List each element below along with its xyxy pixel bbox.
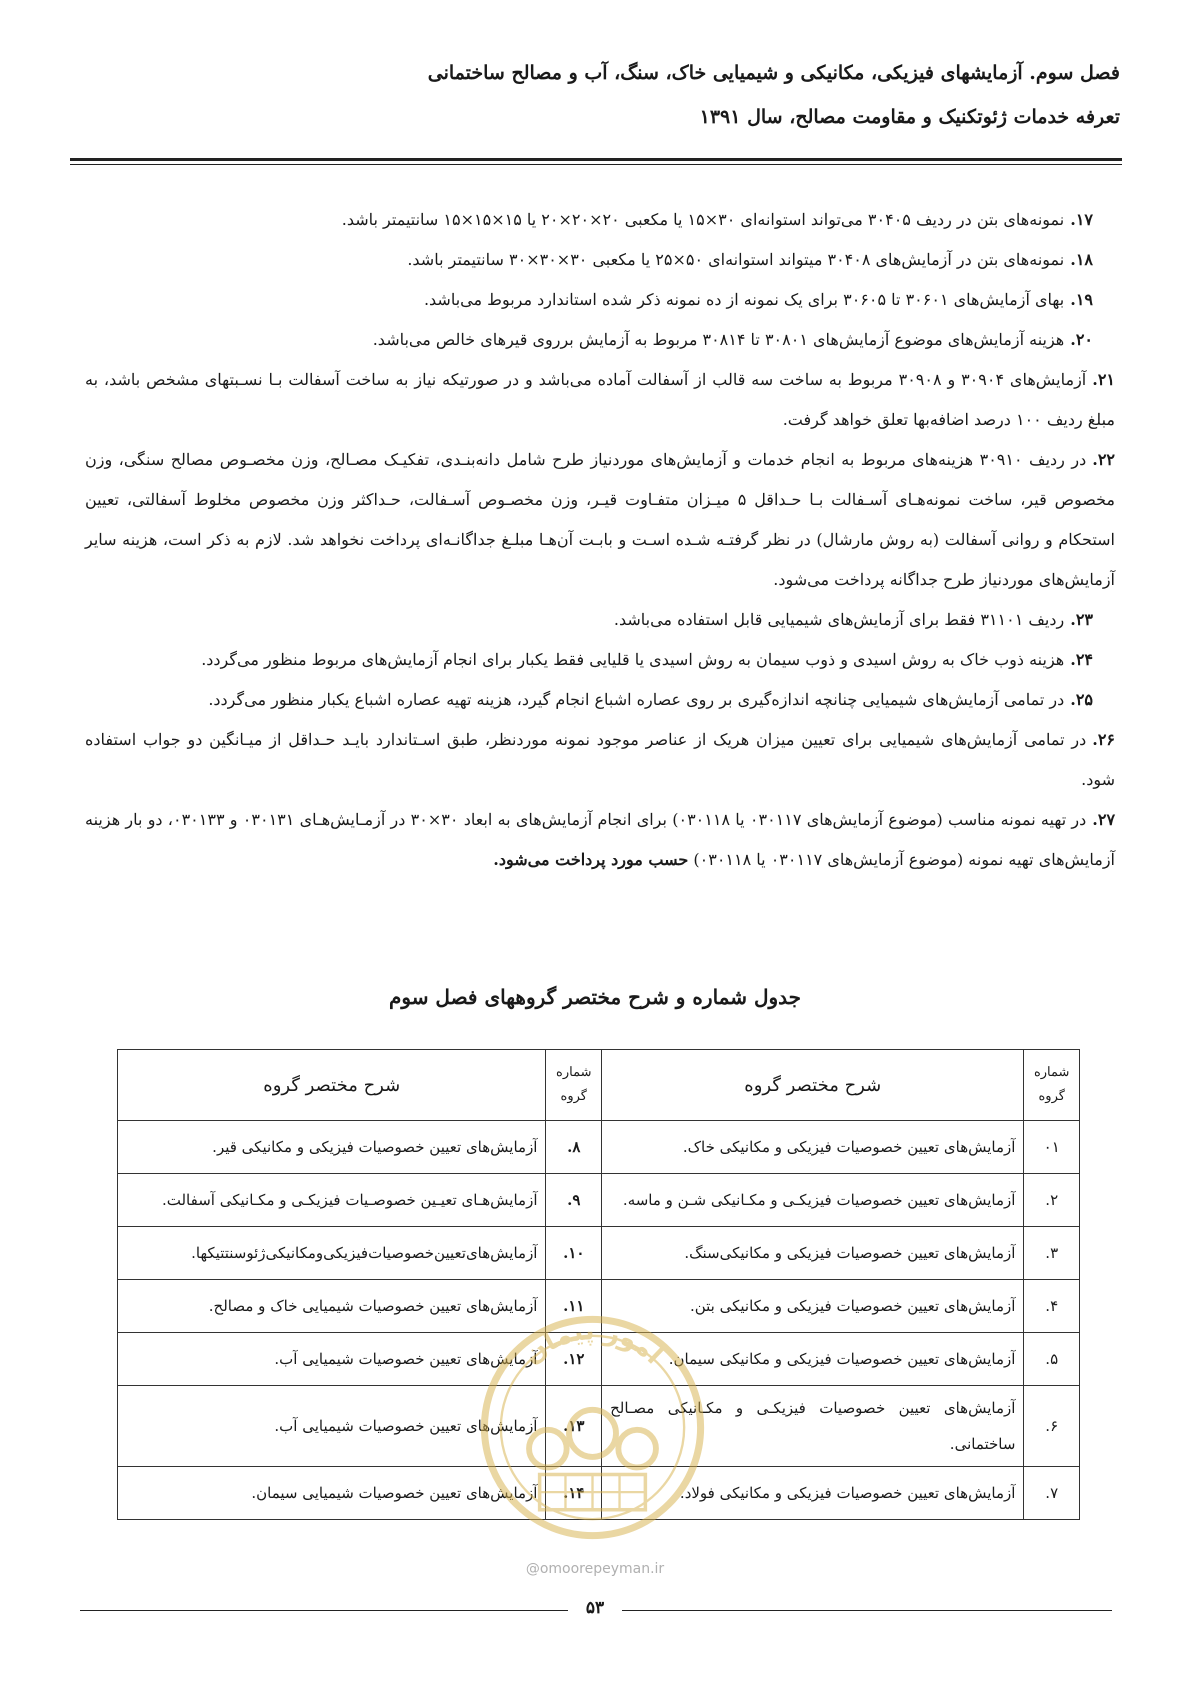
- group-number: ۰۱: [1024, 1121, 1080, 1174]
- note-26: [85, 720, 1115, 800]
- group-number: ۱۴.: [546, 1467, 602, 1520]
- note-number: ۲۶.: [1092, 730, 1115, 749]
- watermark-logo-text: امور پیمان: [517, 1316, 669, 1371]
- note-number: ۲۵.: [1070, 690, 1093, 709]
- group-description: آزمایش‌های تعیین خصوصیات فیزیکـی و مکـانیکی شـن و ماسه.: [602, 1174, 1024, 1227]
- note-number: ۲۷.: [1092, 810, 1116, 829]
- group-description: آزمایش‌هـای تعیـین خصوصـیات فیزیکـی و مکـانیکی آسفالت.: [118, 1174, 546, 1227]
- group-description: آزمایش‌های تعیین خصوصیات شیمیایی آب.: [118, 1386, 546, 1467]
- note-number: ۲۱.: [1092, 370, 1116, 389]
- group-description: آزمایش‌های تعیین خصوصیات فیزیکی و مکانیکی قیر.: [118, 1121, 546, 1174]
- group-description: آزمایش‌های تعیین خصوصیات فیزیکی و مکانیکی فولاد.: [602, 1467, 1024, 1520]
- note-text: در ردیف ۳۰۹۱۰ هزینه‌های مربوط به انجام خدمات و آزمایش‌های موردنیاز طرح شامل دانه‌بنـدی، تفکیـک مصـالح، وزن مخصـوص مصالح سنگی، وزن مخصوص قیر، ساخت نمونه‌هـای آسـفالت بـا حـداقل ۵ میـزان متفـاوت قیـر، وزن مخصـوص آسـفالت، حـداکثر وزن مخصوص مخلوط آسفالتی، تعیین استحکام و روانی آسفالت (به روش مارشال) در نظر گرفتـه شـده اسـت و بابـت آن‌هـا مبلـغ جداگانـه‌ای پرداخت نخواهد شد. لازم به ذکر است، هزینه سایر آزمایش‌های موردنیاز طرح جداگانه پرداخت می‌شود.: [85, 450, 1115, 589]
- note-number: ۲۰.: [1070, 330, 1093, 349]
- note-text: نمونه‌های بتن در ردیف ۳۰۴۰۵ می‌تواند استوانه‌ای ۳۰×۱۵ یا مکعبی ۲۰×۲۰×۲۰ یا ۱۵×۱۵×۱۵ سانتیمتر باشد.: [341, 210, 1065, 229]
- group-description: آزمایش‌های تعیین خصوصیات شیمیایی خاک و مصالح.: [118, 1280, 546, 1333]
- group-number: ۴.: [1024, 1280, 1080, 1333]
- header-group-description-right: شرح مختصر گروه: [602, 1050, 1024, 1121]
- group-number: ۷.: [1024, 1467, 1080, 1520]
- group-description: آزمایش‌های تعیین خصوصیات فیزیکـی و مکـانیکی مصـالح ساختمانی.: [602, 1386, 1024, 1467]
- group-number: ۵.: [1024, 1333, 1080, 1386]
- note-number: ۱۷.: [1070, 210, 1093, 229]
- group-number: ۱۲.: [546, 1333, 602, 1386]
- note-22: [85, 440, 1115, 600]
- notes-list: [85, 200, 1115, 880]
- table-row: [118, 1174, 1080, 1227]
- note-number: ۲۴.: [1070, 650, 1093, 669]
- document-subtitle: تعرفه خدمات ژئوتکنیک و مقاومت مصالح، سال ۱۳۹۱: [699, 106, 1120, 128]
- table-row: [118, 1121, 1080, 1174]
- header-group-number-right: شماره گروه: [1024, 1050, 1080, 1121]
- group-number: ۳.: [1024, 1227, 1080, 1280]
- note-19: [85, 280, 1115, 320]
- table-row: [118, 1280, 1080, 1333]
- note-text: بهای آزمایش‌های ۳۰۶۰۱ تا ۳۰۶۰۵ برای یک نمونه از ده نمونه ذکر شده استاندارد مربوط می‌باشد.: [423, 290, 1065, 309]
- group-number: ۸.: [546, 1121, 602, 1174]
- note-number: ۲۳.: [1070, 610, 1093, 629]
- group-number: ۱۰.: [546, 1227, 602, 1280]
- group-number: ۹.: [546, 1174, 602, 1227]
- group-number: ۶.: [1024, 1386, 1080, 1467]
- note-number: ۱۹.: [1070, 290, 1093, 309]
- note-21: [85, 360, 1115, 440]
- note-text: نمونه‌های بتن در آزمایش‌های ۳۰۴۰۸ میتواند استوانه‌ای ۵۰×۲۵ یا مکعبی ۳۰×۳۰×۳۰ سانتیمتر باشد.: [407, 250, 1065, 269]
- note-text: هزینه آزمایش‌های موضوع آزمایش‌های ۳۰۸۰۱ تا ۳۰۸۱۴ مربوط به آزمایش برروی قیرهای خالص می‌باشد.: [372, 330, 1065, 349]
- header-rule-thin: [70, 164, 1122, 165]
- note-text: ردیف ۳۱۱۰۱ فقط برای آزمایش‌های شیمیایی قابل استفاده می‌باشد.: [613, 610, 1065, 629]
- note-number: ۲۲.: [1092, 450, 1116, 469]
- group-description: آزمایش‌های‌تعیین‌خصوصیات‌فیزیکی‌ومکانیکی‌ژئوسنتتیکها.: [118, 1227, 546, 1280]
- note-text: در تمامی آزمایش‌های شیمیایی چنانچه اندازه‌گیری بر روی عصاره اشباع انجام گیرد، هزینه تهیه عصاره اشباع یکبار منظور می‌گردد.: [208, 690, 1065, 709]
- note-bold-tail: حسب مورد پرداخت می‌شود.: [493, 850, 689, 869]
- table-row: [118, 1386, 1080, 1467]
- table-row: [118, 1467, 1080, 1520]
- note-17: [85, 200, 1115, 240]
- footer-rule-left: [80, 1610, 568, 1611]
- note-23: [85, 600, 1115, 640]
- group-description: آزمایش‌های تعیین خصوصیات شیمیایی سیمان.: [118, 1467, 546, 1520]
- header-group-description-left: شرح مختصر گروه: [118, 1050, 546, 1121]
- note-number: ۱۸.: [1070, 250, 1093, 269]
- group-number: ۱۱.: [546, 1280, 602, 1333]
- group-description: آزمایش‌های تعیین خصوصیات فیزیکی و مکانیکی سیمان.: [602, 1333, 1024, 1386]
- note-18: [85, 240, 1115, 280]
- table-title: جدول شماره و شرح مختصر گروههای فصل سوم: [389, 985, 801, 1009]
- note-27: [85, 800, 1115, 880]
- group-description: آزمایش‌های تعیین خصوصیات فیزیکی و مکانیکی‌سنگ.: [602, 1227, 1024, 1280]
- group-number: ۲.: [1024, 1174, 1080, 1227]
- group-description: آزمایش‌های تعیین خصوصیات فیزیکی و مکانیکی بتن.: [602, 1280, 1024, 1333]
- table-header-row: [118, 1050, 1080, 1121]
- footer-rule-right: [622, 1610, 1112, 1611]
- note-text: در تمامی آزمایش‌های شیمیایی برای تعیین میزان هریک از عناصر موجود نمونه موردنظر، طبق اسـتاندارد بایـد حـداقل از میـانگین دو جواب استفاده شود.: [85, 730, 1115, 789]
- note-20: [85, 320, 1115, 360]
- note-text: آزمایش‌های ۳۰۹۰۴ و ۳۰۹۰۸ مربوط به ساخت سه قالب از آسفالت آماده می‌باشد و در صورتیکه نیاز به ساخت آسفالت بـا نسـبتهای مشخص باشد، به مبلغ ردیف ۱۰۰ درصد اضافه‌بها تعلق خواهد گرفت.: [85, 370, 1115, 429]
- note-24: [85, 640, 1115, 680]
- group-description: آزمایش‌های تعیین خصوصیات فیزیکی و مکانیکی خاک.: [602, 1121, 1024, 1174]
- page-number: ۵۳: [585, 1598, 605, 1618]
- group-number: ۱۳.: [546, 1386, 602, 1467]
- note-text: هزینه ذوب خاک به روش اسیدی و ذوب سیمان به روش اسیدی یا قلیایی فقط یکبار برای انجام آزمایش‌های مربوط منظور می‌گردد.: [201, 650, 1065, 669]
- note-text: در تهیه نمونه مناسب (موضوع آزمایش‌های ۰۳۰۱۱۷ یا ۰۳۰۱۱۸) برای انجام آزمایش‌های به ابعاد ۳۰×۳۰ در آزمـایش‌هـای ۰۳۰۱۳۱ و ۰۳۰۱۳۳، دو بار هزینه آزمایش‌های تهیه نمونه (موضوع آزمایش‌های ۰۳۰۱۱۷ یا ۰۳۰۱۱۸): [85, 810, 1115, 869]
- table-row: [118, 1333, 1080, 1386]
- watermark-text: @omoorepeyman.ir: [525, 1561, 665, 1577]
- header-rule-thick: [70, 158, 1122, 161]
- group-description: آزمایش‌های تعیین خصوصیات شیمیایی آب.: [118, 1333, 546, 1386]
- table-row: [118, 1227, 1080, 1280]
- chapter-title: فصل سوم. آزمایشهای فیزیکی، مکانیکی و شیمیایی خاک، سنگ، آب و مصالح ساختمانی: [427, 62, 1120, 84]
- groups-table: [117, 1049, 1080, 1520]
- header-group-number-left: شماره گروه: [546, 1050, 602, 1121]
- note-25: [85, 680, 1115, 720]
